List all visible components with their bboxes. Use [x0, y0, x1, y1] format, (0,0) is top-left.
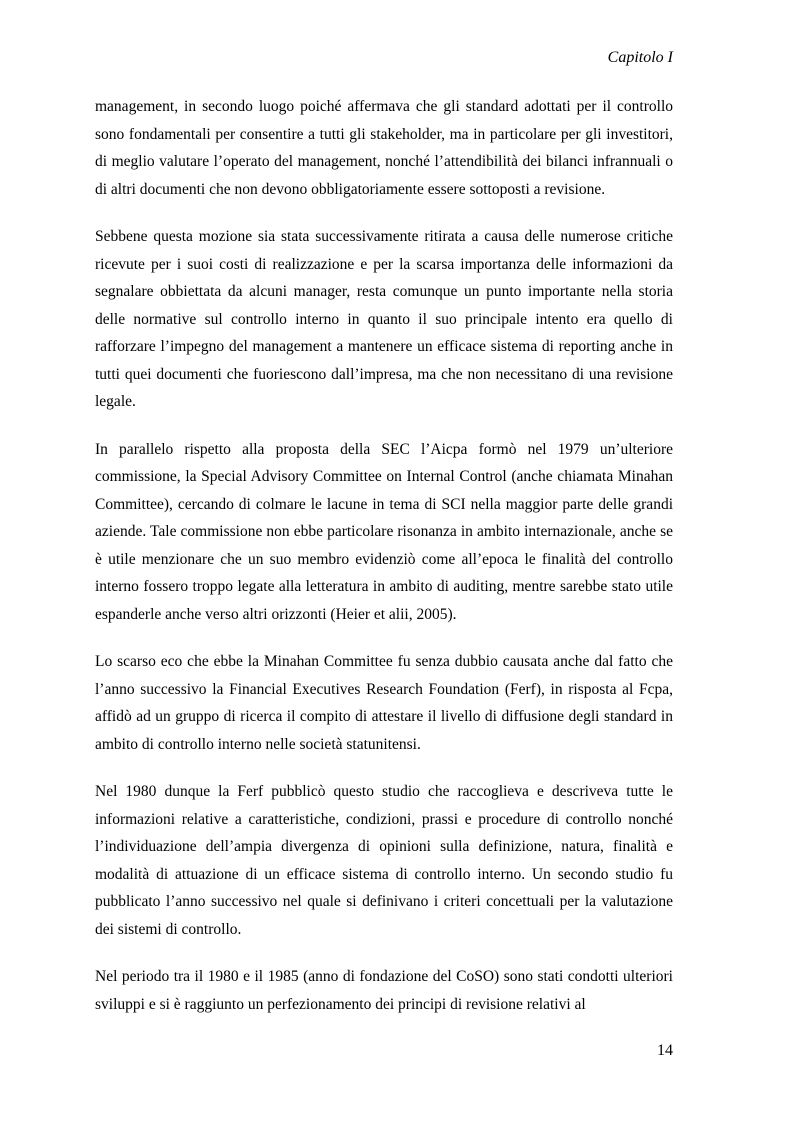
paragraph: Nel periodo tra il 1980 e il 1985 (anno di fondazione del CoSO) sono stati condotti ulteriori sviluppi e si è raggiunto un perfezionamento dei principi di revisione relativi al — [95, 968, 673, 1013]
paragraph: management, in secondo luogo poiché affermava che gli standard adottati per il controllo sono fondamentali per consentire a tutti gli stakeholder, ma in particolare per gli investitori, di meglio valutare l’operato del management, nonché l’attendibilità dei bilanci infrannuali o di altri documenti che non devono obbligatoriamente essere sottoposti a revisione. — [95, 98, 673, 198]
page-body — [95, 93, 673, 1038]
paragraph: In parallelo rispetto alla proposta della SEC l’Aicpa formò nel 1979 un’ulteriore commissione, la Special Advisory Committee on Internal Control (anche chiamata Minahan Committee), cercando di colmare le lacune in tema di SCI nella maggior parte delle grandi aziende. Tale commissione non ebbe particolare risonanza in ambito internazionale, anche se è utile menzionare che un suo membro evidenziò come all’epoca le finalità del controllo interno fossero troppo legate alla letteratura in ambito di auditing, mentre sarebbe stato utile espanderle anche verso altri orizzonti (Heier et alii, 2005). — [95, 440, 673, 623]
paragraph: Sebbene questa mozione sia stata successivamente ritirata a causa delle numerose critiche ricevute per i suoi costi di realizzazione e per la scarsa importanza delle informazioni da segnalare obbiettata da alcuni manager, resta comunque un punto importante nella storia delle normative sul controllo interno in quanto il suo principale intento era quello di rafforzare l’impegno del management a mantenere un efficace sistema di reporting anche in tutti quei documenti che fuoriescono dall’impresa, ma che non necessitano di una revisione legale. — [95, 228, 673, 410]
running-header: Capitolo I — [607, 49, 673, 66]
paragraph: Nel 1980 dunque la Ferf pubblicò questo studio che raccoglieva e descriveva tutte le informazioni relative a caratteristiche, condizioni, prassi e procedure di controllo nonché l’individuazione dell’ampia divergenza di opinioni sulla definizione, natura, finalità e modalità di attuazione di un efficace sistema di controllo interno. Un secondo studio fu pubblicato l’anno successivo nel quale si definivano i criteri concettuali per la valutazione dei sistemi di controllo. — [95, 783, 673, 938]
page-number: 14 — [657, 1042, 673, 1059]
paragraph: Lo scarso eco che ebbe la Minahan Committee fu senza dubbio causata anche dal fatto che l’anno successivo la Financial Executives Research Foundation (Ferf), in risposta al Fcpa, affidò ad un gruppo di ricerca il compito di attestare il livello di diffusione degli standard in ambito di controllo interno nelle società statunitensi. — [95, 653, 673, 753]
